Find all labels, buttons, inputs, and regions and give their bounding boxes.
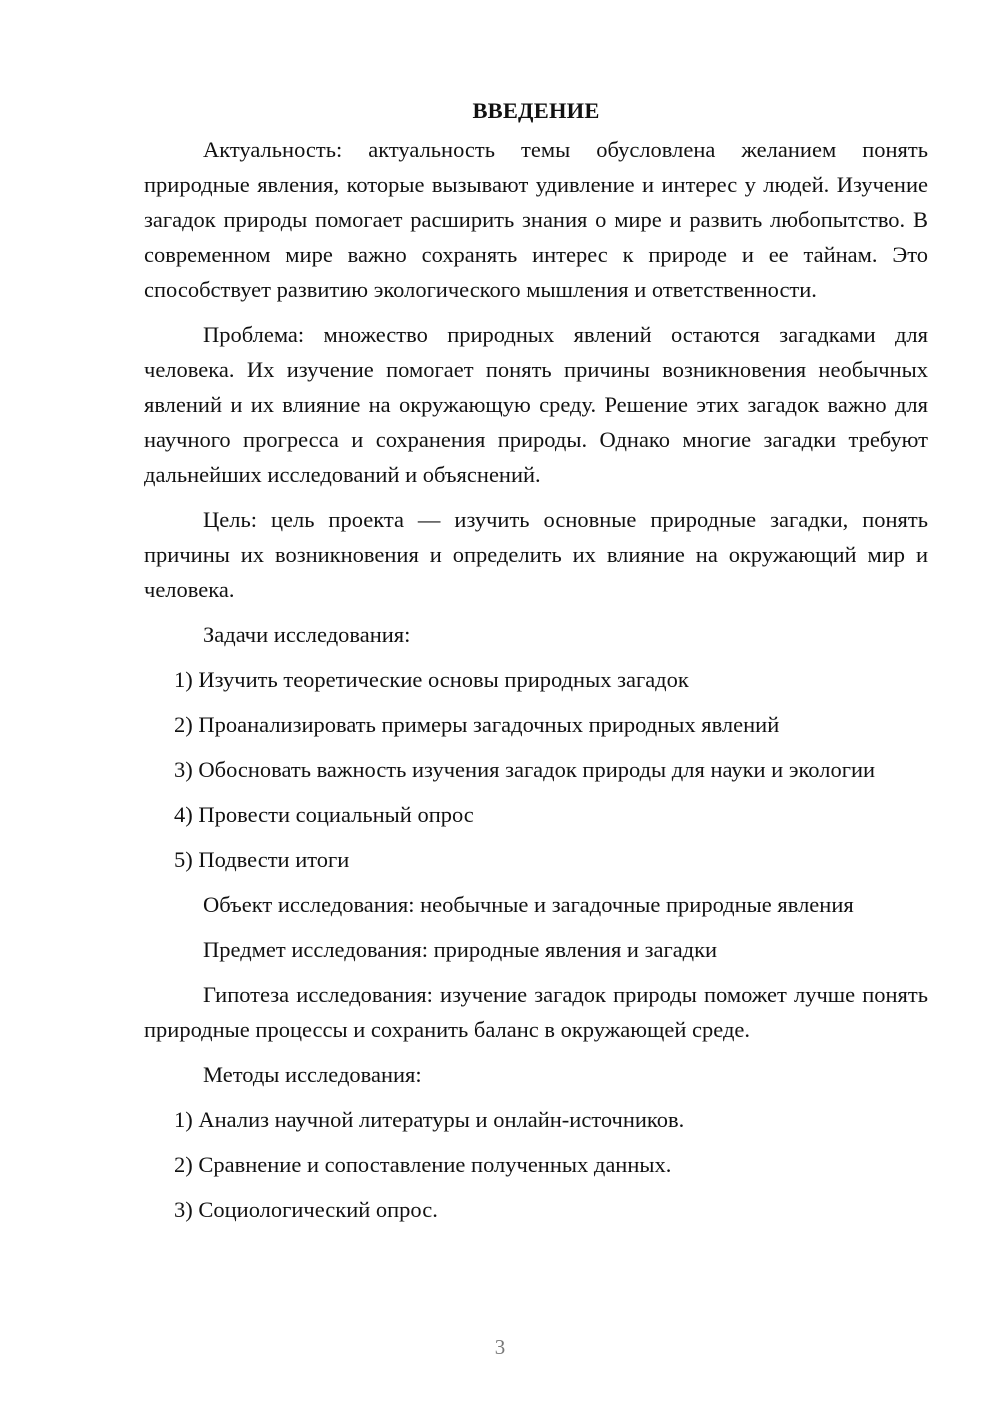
task-item-5: 5) Подвести итоги	[174, 847, 350, 872]
problem-paragraph: Проблема: множество природных явлений остаются загадками для человека. Их изучение помогает понять причины возникновения необычных явлений и их влияние на окружающую среду. Решение этих загадок важно для научного прогресса и сохранения природы. Однако многие загадки требуют дальнейших исследований и объяснений.	[144, 322, 928, 487]
research-hypothesis: Гипотеза исследования: изучение загадок природы поможет лучше понять природные процессы и сохранить баланс в окружающей среде.	[144, 982, 928, 1042]
research-object: Объект исследования: необычные и загадочные природные явления	[203, 892, 854, 917]
relevance-paragraph: Актуальность: актуальность темы обусловлена желанием понять природные явления, которые вызывают удивление и интерес у людей. Изучение загадок природы помогает расширить знания о мире и развить любопытство. В современном мире важно сохранять интерес к природе и ее тайнам. Это способствует развитию экологического мышления и ответственности.	[144, 137, 928, 302]
task-item-2: 2) Проанализировать примеры загадочных природных явлений	[174, 712, 780, 737]
tasks-heading: Задачи исследования:	[203, 622, 411, 647]
method-item-2: 2) Сравнение и сопоставление полученных данных.	[174, 1152, 672, 1177]
method-item-1: 1) Анализ научной литературы и онлайн-источников.	[174, 1107, 685, 1132]
task-item-1: 1) Изучить теоретические основы природных загадок	[174, 667, 689, 692]
research-subject: Предмет исследования: природные явления и загадки	[203, 937, 718, 962]
task-item-3: 3) Обосновать важность изучения загадок природы для науки и экологии	[174, 757, 876, 782]
document-content	[144, 95, 928, 1237]
method-item-3: 3) Социологический опрос.	[174, 1197, 438, 1222]
task-item-4: 4) Провести социальный опрос	[174, 802, 474, 827]
page-number: 3	[494, 1335, 506, 1359]
section-title: ВВЕДЕНИЕ	[472, 98, 600, 123]
methods-heading: Методы исследования:	[203, 1062, 422, 1087]
goal-paragraph: Цель: цель проекта — изучить основные природные загадки, понять причины их возникновения и определить их влияние на окружающий мир и человека.	[144, 507, 928, 602]
